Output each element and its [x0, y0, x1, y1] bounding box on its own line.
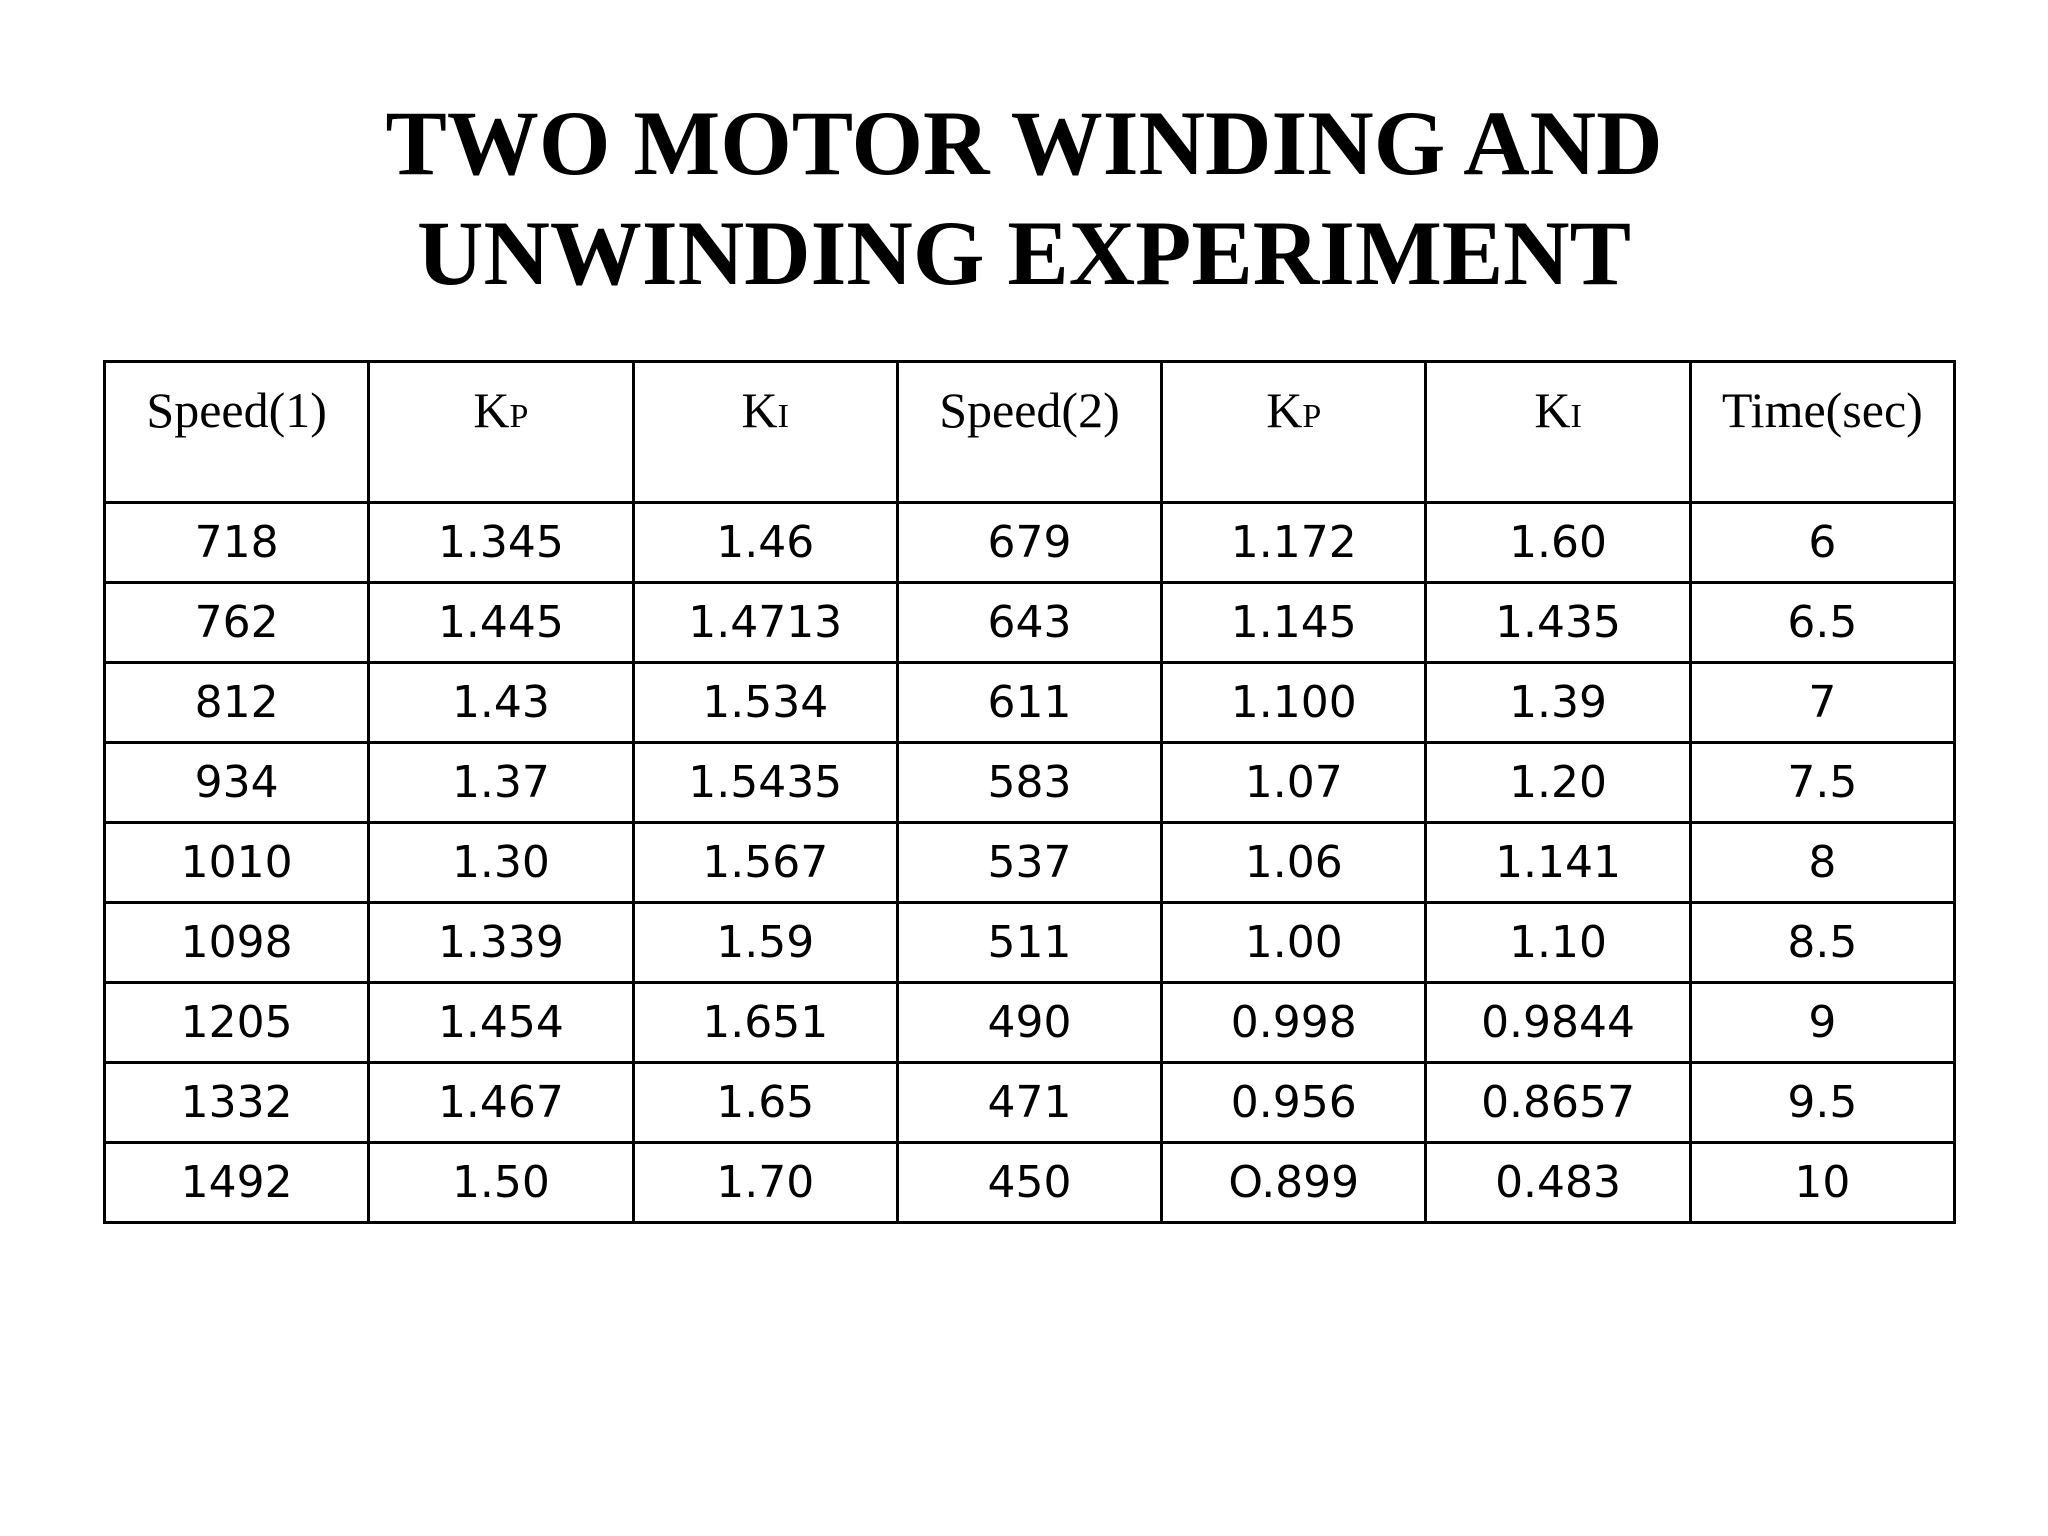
table-cell: 643: [897, 583, 1161, 663]
table-cell: 1.4713: [633, 583, 897, 663]
table-row: [105, 663, 1955, 743]
table-cell: 1.339: [369, 903, 633, 983]
table-row: [105, 503, 1955, 583]
header-row: [105, 362, 1955, 503]
table-row: [105, 903, 1955, 983]
table-row: [105, 1143, 1955, 1223]
table-cell: 762: [105, 583, 369, 663]
table-cell: 1332: [105, 1063, 369, 1143]
table-cell: O.899: [1162, 1143, 1426, 1223]
table-cell: 0.998: [1162, 983, 1426, 1063]
table-cell: 10: [1690, 1143, 1954, 1223]
table-cell: 1.46: [633, 503, 897, 583]
table-cell: 9.5: [1690, 1063, 1954, 1143]
table-row: [105, 1063, 1955, 1143]
table-cell: 1.70: [633, 1143, 897, 1223]
table-cell: 1.10: [1426, 903, 1690, 983]
header-cell-ki-1: KI: [633, 362, 897, 503]
table-cell: 1.06: [1162, 823, 1426, 903]
table-cell: 1.43: [369, 663, 633, 743]
table-cell: 1.39: [1426, 663, 1690, 743]
table-cell: 0.956: [1162, 1063, 1426, 1143]
header-cell-speed-2: Speed(2): [897, 362, 1161, 503]
table-cell: 1010: [105, 823, 369, 903]
table-cell: 934: [105, 743, 369, 823]
table-cell: 450: [897, 1143, 1161, 1223]
table-cell: 1.567: [633, 823, 897, 903]
table-row: [105, 583, 1955, 663]
table-cell: 1.100: [1162, 663, 1426, 743]
table-cell: 1098: [105, 903, 369, 983]
table-row: [105, 823, 1955, 903]
table-cell: 1.37: [369, 743, 633, 823]
header-cell-kp-2: KP: [1162, 362, 1426, 503]
title-line-1: TWO MOTOR WINDING AND: [385, 92, 1663, 194]
table-cell: 1.59: [633, 903, 897, 983]
table-cell: 0.9844: [1426, 983, 1690, 1063]
table-cell: 1205: [105, 983, 369, 1063]
table-cell: 537: [897, 823, 1161, 903]
header-cell-ki-2: KI: [1426, 362, 1690, 503]
table-cell: 583: [897, 743, 1161, 823]
table-cell: 1.30: [369, 823, 633, 903]
table-cell: 511: [897, 903, 1161, 983]
table-cell: 8: [1690, 823, 1954, 903]
table-cell: 6.5: [1690, 583, 1954, 663]
title-line-2: UNWINDING EXPERIMENT: [417, 202, 1631, 304]
table-row: [105, 983, 1955, 1063]
table-cell: 9: [1690, 983, 1954, 1063]
table-cell: 1.141: [1426, 823, 1690, 903]
table-cell: 490: [897, 983, 1161, 1063]
table-cell: 6: [1690, 503, 1954, 583]
table-cell: 1492: [105, 1143, 369, 1223]
header-cell-time: Time(sec): [1690, 362, 1954, 503]
table-cell: 1.60: [1426, 503, 1690, 583]
page-title: [0, 88, 2048, 308]
table-cell: 7.5: [1690, 743, 1954, 823]
table-cell: 8.5: [1690, 903, 1954, 983]
table-cell: 1.00: [1162, 903, 1426, 983]
table-cell: 1.07: [1162, 743, 1426, 823]
table-cell: 1.172: [1162, 503, 1426, 583]
table-row: [105, 743, 1955, 823]
results-table: [103, 360, 1956, 1224]
table-cell: 1.454: [369, 983, 633, 1063]
header-cell-kp-1: KP: [369, 362, 633, 503]
table-cell: 1.5435: [633, 743, 897, 823]
table-cell: 0.8657: [1426, 1063, 1690, 1143]
table-cell: 611: [897, 663, 1161, 743]
table-cell: 812: [105, 663, 369, 743]
table-cell: 0.483: [1426, 1143, 1690, 1223]
table-cell: 1.65: [633, 1063, 897, 1143]
table-cell: 1.435: [1426, 583, 1690, 663]
table-cell: 679: [897, 503, 1161, 583]
header-cell-speed-1: Speed(1): [105, 362, 369, 503]
table-cell: 7: [1690, 663, 1954, 743]
table-cell: 1.20: [1426, 743, 1690, 823]
table-cell: 1.534: [633, 663, 897, 743]
table-cell: 1.345: [369, 503, 633, 583]
table-cell: 718: [105, 503, 369, 583]
table-cell: 1.50: [369, 1143, 633, 1223]
table-cell: 1.651: [633, 983, 897, 1063]
table-cell: 1.445: [369, 583, 633, 663]
table-cell: 1.145: [1162, 583, 1426, 663]
table-cell: 1.467: [369, 1063, 633, 1143]
table-cell: 471: [897, 1063, 1161, 1143]
